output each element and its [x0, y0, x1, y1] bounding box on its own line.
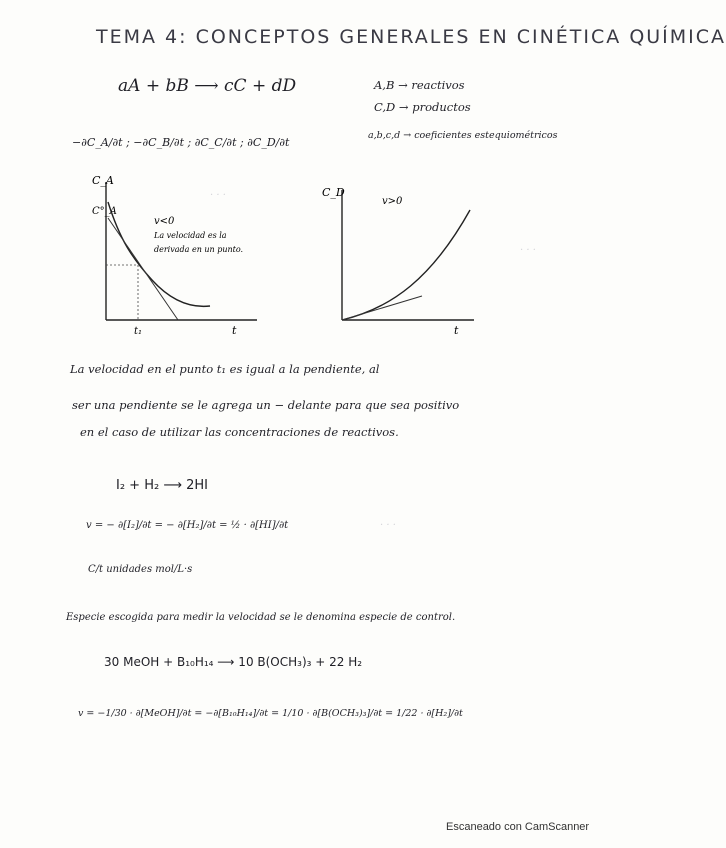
paragraph-line3: en el caso de utilizar las concentraciones de reactivos. — [80, 425, 399, 439]
example1-rate: v = − ∂[I₂]/∂t = − ∂[H₂]/∂t = ½ · ∂[HI]/∂t — [86, 520, 289, 531]
sign-label: v>0 — [382, 196, 403, 207]
bleed-through-text: · · · — [520, 245, 536, 256]
product-concentration-graph — [322, 178, 482, 338]
y-axis-label: C_D — [322, 186, 345, 199]
page-title: TEMA 4: CONCEPTOS GENERALES EN CINÉTICA QUÍMICA — [96, 26, 726, 48]
bleed-through-text: · · · — [210, 190, 226, 201]
note-coefficients: a,b,c,d → coeficientes estequiométricos — [368, 130, 558, 141]
bleed-through-text: · · · — [380, 520, 396, 531]
y-axis-label: C_A — [92, 174, 114, 187]
tangent-line — [342, 296, 422, 320]
example1-equation: I₂ + H₂ ⟶ 2HI — [116, 478, 208, 493]
note-products: C,D → productos — [374, 100, 471, 114]
growth-curve — [342, 210, 470, 320]
paragraph-line1: La velocidad en el punto t₁ es igual a la pendiente, al — [70, 362, 380, 376]
paragraph-line2: ser una pendiente se le agrega un − delante para que sea positivo — [72, 398, 460, 412]
control-species-note: Especie escogida para medir la velocidad se le denomina especie de control. — [66, 612, 456, 623]
note-reactants: A,B → reactivos — [374, 78, 465, 92]
general-reaction: aA + bB ⟶ cC + dD — [118, 76, 297, 96]
reactant-concentration-graph — [92, 170, 272, 340]
scanner-watermark: Escaneado con CamScanner — [446, 821, 590, 833]
t1-label: t₁ — [134, 326, 143, 337]
example2-equation: 30 MeOH + B₁₀H₁₄ ⟶ 10 B(OCH₃)₃ + 22 H₂ — [104, 655, 363, 669]
sign-label: v<0 — [154, 216, 175, 227]
example1-units: C/t unidades mol/L·s — [88, 564, 193, 575]
x-axis-label: t — [232, 324, 237, 337]
annotation-line2: derivada en un punto. — [154, 245, 244, 254]
x-axis-label: t — [454, 324, 459, 337]
annotation-line1: La velocidad es la — [154, 231, 227, 240]
rate-relation: −∂C_A/∂t ; −∂C_B/∂t ; ∂C_C/∂t ; ∂C_D/∂t — [72, 136, 290, 149]
example2-rate: v = −1/30 · ∂[MeOH]/∂t = −∂[B₁₀H₁₄]/∂t = 1/10 · ∂[B(OCH₃)₃]/∂t = 1/22 · ∂[H₂]/∂t — [78, 708, 463, 719]
initial-concentration-label: C°_A — [92, 206, 117, 217]
